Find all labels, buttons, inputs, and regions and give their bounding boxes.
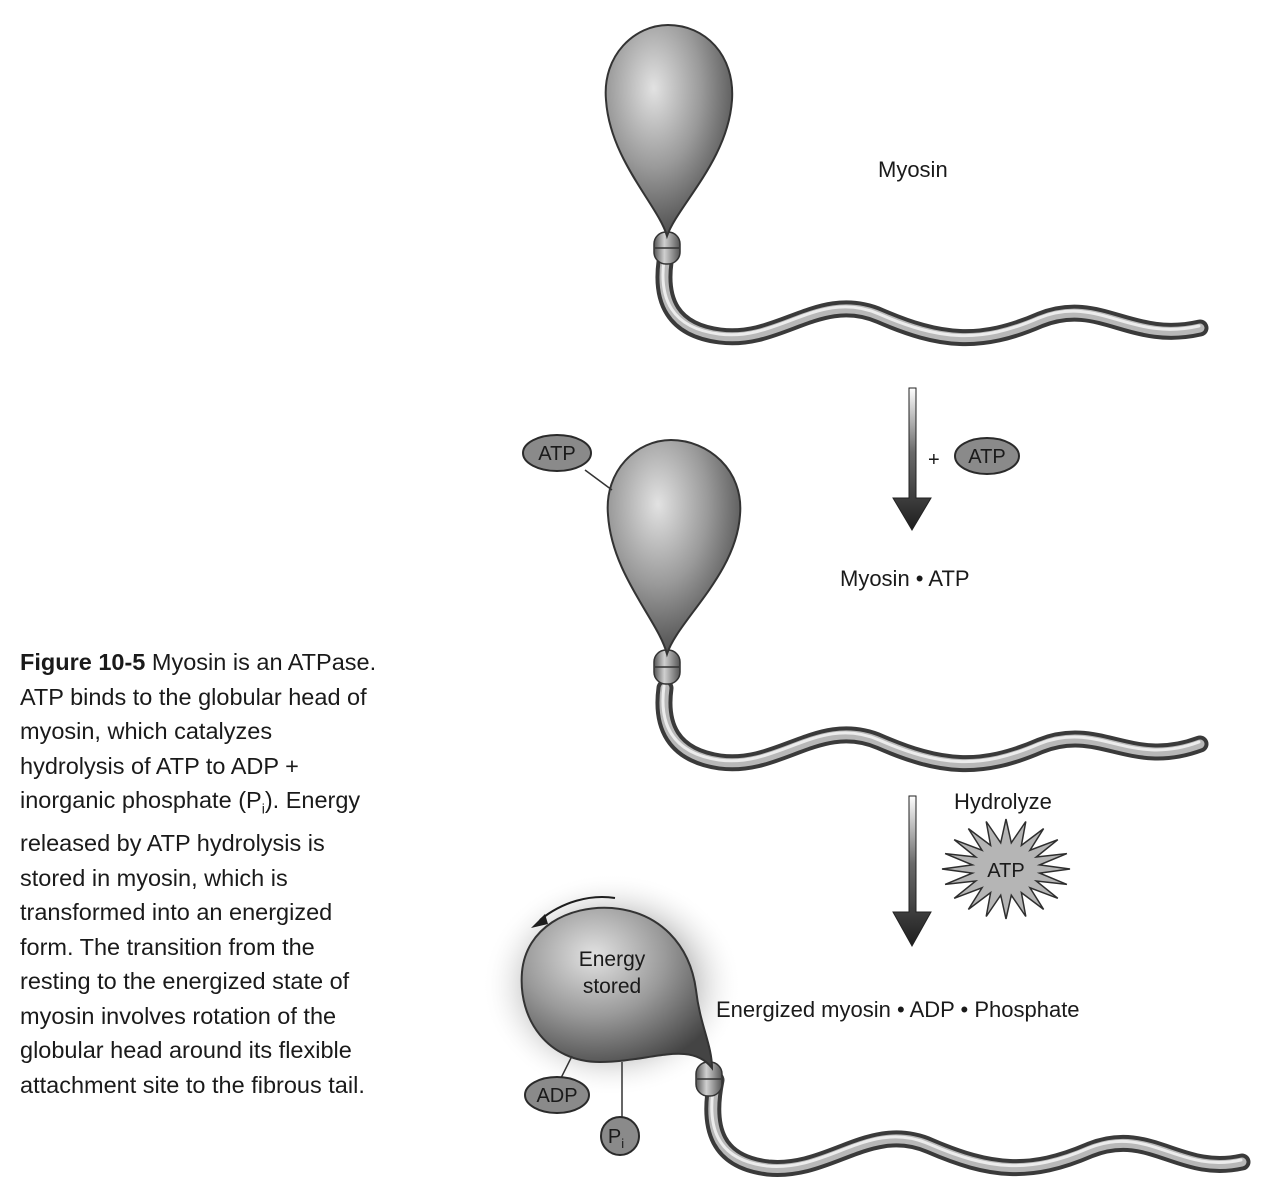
adp-badge [525, 1077, 589, 1113]
phosphate-badge [601, 1117, 639, 1155]
label-myosin: Myosin [878, 157, 948, 182]
atp-bound-badge [523, 435, 591, 471]
caption-text-2: ). Energy released by ATP hydrolysis is stored in myosin, which is transformed into an energized form. The transition from the resting to the energized state of myosin involves rotation of the globular head around its flexible attachment site to the fibrous tail. [20, 787, 365, 1098]
energy-stored-label-line1: Energy [578, 948, 646, 971]
svg-text:ATP: ATP [968, 446, 1006, 468]
myosin-head [606, 25, 733, 236]
atp-bond-line [585, 470, 612, 490]
caption-subscript: i [261, 800, 265, 817]
down-arrow-2 [893, 796, 931, 946]
atp-reactant-badge [955, 438, 1019, 474]
energy-stored-label-line2: stored [582, 975, 642, 998]
atp-burst [942, 819, 1070, 919]
figure-number: Figure 10-5 [20, 649, 146, 675]
figure-caption [20, 645, 380, 1102]
svg-text:ATP: ATP [987, 860, 1025, 882]
down-arrow-1 [893, 388, 931, 530]
svg-text:ATP: ATP [538, 443, 576, 465]
svg-text:ADP: ADP [536, 1085, 578, 1107]
label-hydrolyze: Hydrolyze [954, 789, 1052, 814]
label-myosin-atp: Myosin • ATP [840, 566, 970, 591]
label-energized-complex: Energized myosin • ADP • Phosphate [716, 997, 1080, 1022]
plus-sign: + [928, 449, 940, 471]
caption-text-1: Myosin is an ATPase. ATP binds to the globular head of myosin, which catalyzes hydrolysis of ATP to ADP + inorganic phosphate (P [20, 649, 377, 813]
myosin-tail [664, 688, 1200, 764]
svg-text:Pi: $P_i$ [607, 1126, 625, 1151]
myosin-atp [523, 435, 1200, 764]
myosin-head [608, 440, 741, 654]
